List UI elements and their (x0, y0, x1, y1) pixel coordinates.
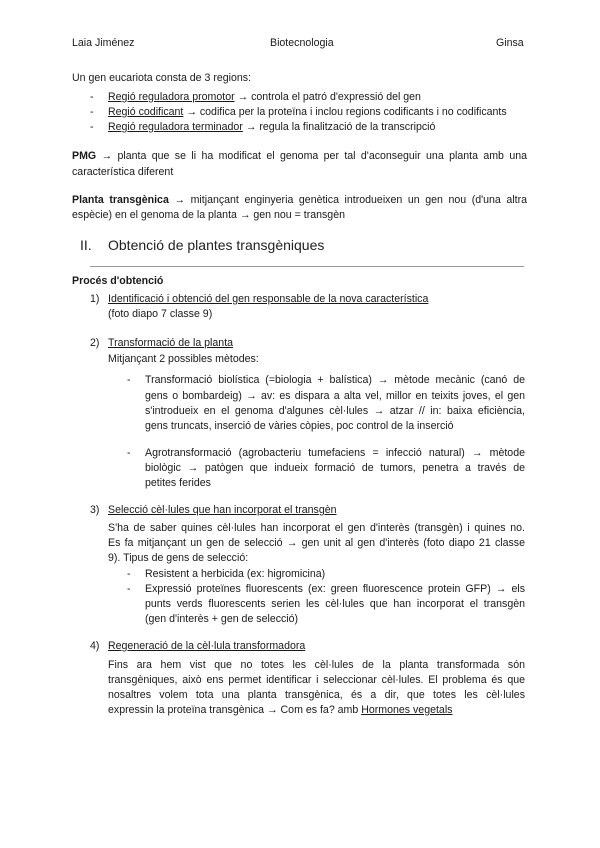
bullet-dash: - (127, 374, 131, 386)
step-number: 2) (90, 337, 100, 349)
region-desc: → controla el patró d'expressió del gen (234, 91, 421, 103)
bullet-line: gens o bombardeig) → av: es dispara a alta vel, millor en teixits joves, el gen (145, 390, 525, 402)
step-number: 4) (90, 640, 100, 652)
header-school: Ginsa (496, 37, 524, 49)
hormones-link[interactable]: Hormones vegetals (361, 704, 453, 716)
bullet-line: s'introdueix en el genoma d'algunes cèl·lules → atzar // in: baixa eficiència, (145, 405, 525, 417)
bullet-dash: - (127, 583, 131, 595)
bullet-line: petites ferides (145, 477, 211, 489)
header-author: Laia Jiménez (72, 37, 135, 49)
step-text: Fins ara hem vist que no totes les cèl·lules de la planta transformada són (108, 659, 525, 671)
step-number: 1) (90, 293, 100, 305)
pmg-line: → planta que se li ha modificat el genoma per tal d'aconseguir una planta amb una (96, 150, 527, 162)
section-title: Obtenció de plantes transgèniques (108, 237, 325, 253)
section-number: II. (80, 237, 92, 253)
region-name: Regió codificant (108, 106, 184, 118)
bullet-line: biològic → patògen que indueix formació de tumors, penetra a través de (145, 462, 525, 474)
bullet-dash: - (90, 106, 94, 118)
bullet-dash: - (127, 568, 131, 580)
region-item (108, 91, 421, 104)
step-number: 3) (90, 504, 100, 516)
step-text: 9). Tipus de gens de selecció: (108, 552, 249, 564)
bullet-dash: - (127, 447, 131, 459)
bullet-dash: - (90, 121, 94, 133)
pmg-line: característica diferent (72, 166, 174, 178)
step-title: Regeneració de la cèl·lula transformadora (108, 640, 306, 652)
step-title: Selecció cèl·lules que han incorporat el transgèn (108, 504, 337, 516)
pmg-term: PMG (72, 150, 97, 162)
bullet-line: gens truncats, inserció de vàries còpies, poc control de la inserció (145, 420, 454, 432)
proces-heading: Procés d'obtenció (72, 275, 164, 287)
bullet-line: (gen d'interès + gen de selecció) (145, 613, 299, 625)
step-text-last (108, 704, 452, 717)
region-item (108, 106, 507, 119)
bullet-line: Resistent a herbicida (ex: higromicina) (145, 568, 326, 580)
section-divider (90, 266, 524, 267)
step-title: Transformació de la planta (108, 337, 234, 349)
transgenic-line: espècie) en el genoma de la planta → gen nou = transgèn (72, 209, 345, 221)
transgenic-definition (72, 194, 527, 206)
region-name: Regió reguladora promotor (108, 91, 235, 103)
step-text: Es fa mitjançant un gen de selecció → gen unit al gen d'interès (foto diapo 21 classe (108, 537, 525, 549)
intro-text: Un gen eucariota consta de 3 regions: (72, 72, 252, 84)
bullet-line: punts verds fluorescents serien les cèl·lules que han incorporat el transgèn (145, 598, 525, 610)
region-name: Regió reguladora terminador (108, 121, 243, 133)
step-text: Mitjançant 2 possibles mètodes: (108, 353, 259, 365)
step-text: transgèniques, això ens permet identificar i seleccionar cèl·lules. El problema és que (108, 674, 525, 686)
step-title: Identificació i obtenció del gen responsable de la nova característica (108, 293, 429, 305)
transgenic-line: → mitjançant enginyeria genètica introdueixen un gen nou (d'una altra (168, 194, 527, 206)
transgenic-term: Planta transgènica (72, 194, 169, 206)
step-text: (foto diapo 7 classe 9) (108, 308, 213, 320)
header-subject: Biotecnologia (270, 37, 334, 49)
step-text: S'ha de saber quines cèl·lules han incorporat el gen d'interès (transgèn) i quines no. (108, 522, 525, 534)
bullet-line: Expressió proteïnes fluorescents (ex: green fluorescence protein GFP) → els (145, 583, 525, 595)
region-desc: → regula la finalització de la transcripció (242, 121, 436, 133)
bullet-line: Transformació biolística (=biologia + balística) → mètode mecànic (canó de (145, 374, 525, 386)
bullet-dash: - (90, 91, 94, 103)
step-text: nosaltres volem tota una planta transgènica, és a dir, que totes les cèl·lules (108, 689, 525, 701)
region-desc: → codifica per la proteïna i inclou regions codificants i no codificants (183, 106, 507, 118)
step-text: expressin la proteïna transgènica → Com es fa? amb (108, 704, 362, 716)
bullet-line: Agrotransformació (agrobacteriu tumefaciens = infecció natural) → mètode (145, 447, 525, 459)
pmg-definition (72, 150, 527, 162)
region-item (108, 121, 435, 134)
